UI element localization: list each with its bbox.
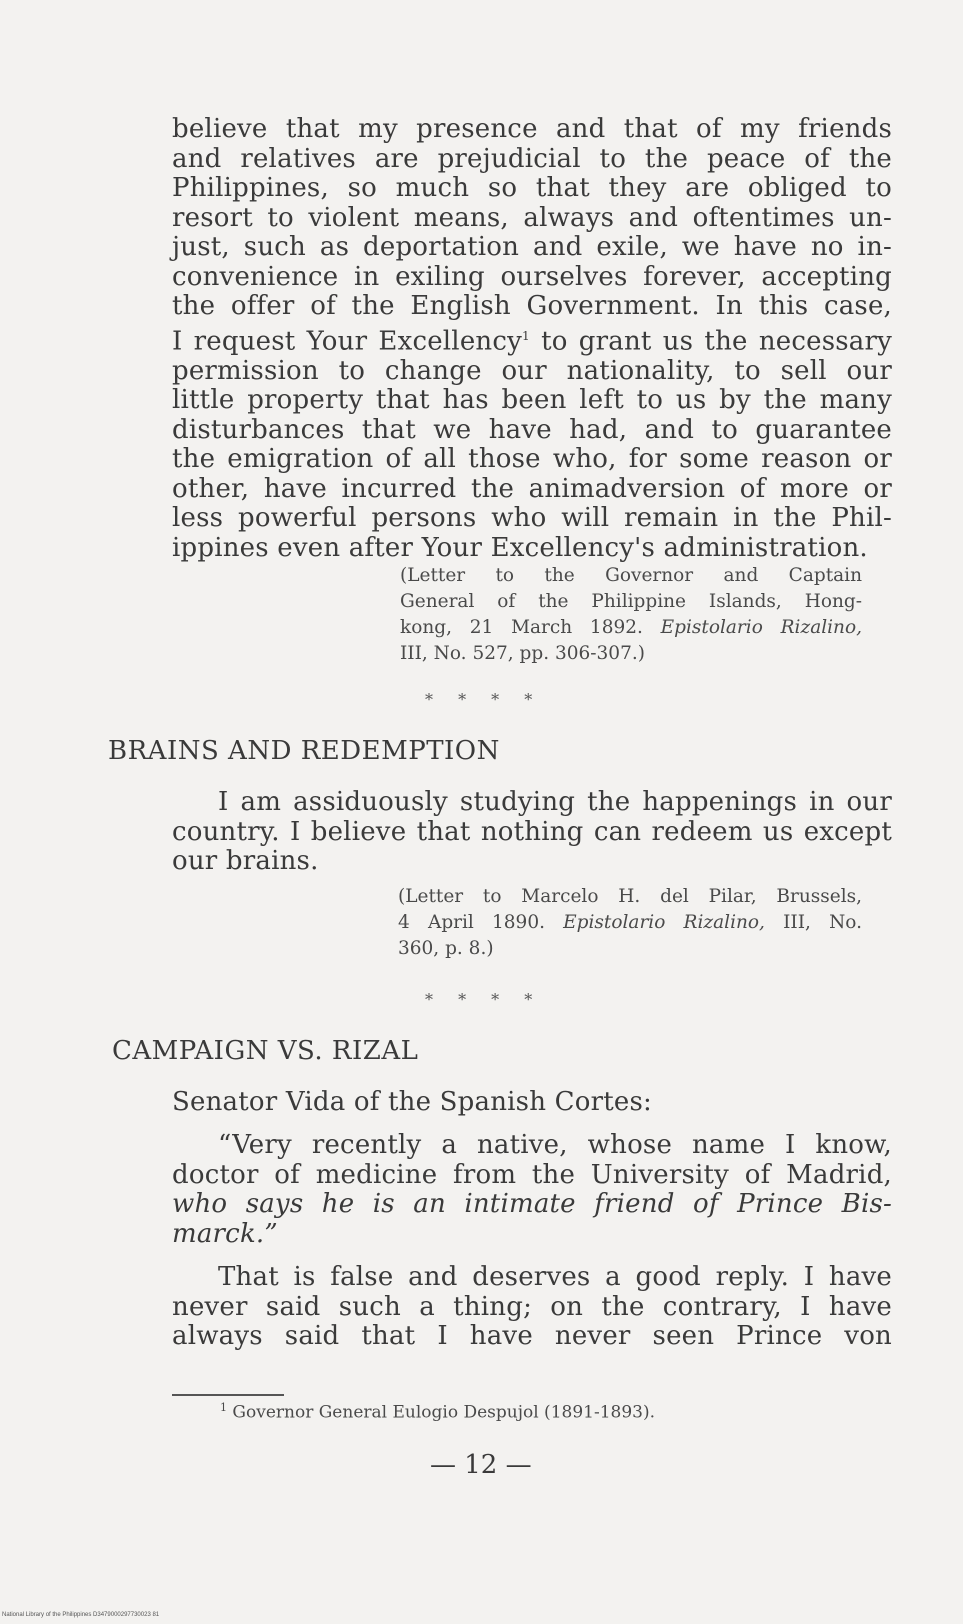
citation-fragment: III, No. xyxy=(764,912,862,933)
section-heading: CAMPAIGN VS. RIZAL xyxy=(112,1036,419,1066)
text-line: convenience in exiling ourselves forever, accepting xyxy=(172,261,892,292)
text-line: Philippines, so much so that they are obliged to xyxy=(172,173,892,203)
section-separator: * * * * xyxy=(425,990,543,1009)
text-line: other, have incurred the animadversion of more or xyxy=(172,473,892,504)
text-line: never said such a thing; on the contrary, I have xyxy=(172,1291,892,1322)
text-line: and relatives are prejudicial to the peace of the xyxy=(172,143,892,174)
text-line: always said that I have never seen Prince von xyxy=(172,1321,892,1351)
citation-line: 360, p. 8.) xyxy=(398,938,494,959)
citation-line: III, No. 527, pp. 306-307.) xyxy=(400,643,645,664)
footnote-text: Governor General Eulogio Despujol (1891-1893). xyxy=(232,1402,655,1423)
text-fragment: I request Your Excellency xyxy=(172,326,523,357)
footnote xyxy=(220,1401,655,1423)
text-line: disturbances that we have had, and to guarantee xyxy=(172,414,892,445)
citation xyxy=(398,884,862,962)
citation-fragment: 4 April 1890. xyxy=(398,912,564,933)
citation xyxy=(400,563,862,667)
text-line: ippines even after Your Excellency's administration. xyxy=(172,532,868,563)
citation-fragment: kong, 21 March 1892. xyxy=(400,617,661,638)
text-line: less powerful persons who will remain in the Phil- xyxy=(172,503,892,534)
text-line: permission to change our nationality, to sell our xyxy=(172,355,892,386)
text-line xyxy=(172,322,892,357)
text-line: Senator Vida of the Spanish Cortes: xyxy=(172,1087,652,1117)
paragraph-continuation xyxy=(172,115,892,563)
citation-title: Epistolario Rizalino, xyxy=(660,617,862,638)
text-line: “Very recently a native, whose name I know, xyxy=(218,1130,892,1160)
text-line: the emigration of all those who, for some reason or xyxy=(172,444,892,475)
text-line: who says he is an intimate friend of Prince Bis- xyxy=(172,1189,892,1219)
text-line: the offer of the English Government. In this case, xyxy=(172,291,892,321)
text-line: That is false and deserves a good reply. I have xyxy=(218,1262,892,1292)
section-heading: BRAINS AND REDEMPTION xyxy=(108,736,500,766)
text-line: I am assiduously studying the happenings in our xyxy=(218,787,892,817)
citation-line: (Letter to the Governor and Captain xyxy=(400,565,862,586)
citation-line: (Letter to Marcelo H. del Pilar, Brussels, xyxy=(398,886,862,907)
text-line: our brains. xyxy=(172,846,319,876)
citation-line: General of the Philippine Islands, Hong- xyxy=(400,591,862,612)
text-line: believe that my presence and that of my friends xyxy=(172,114,892,144)
text-line: just, such as deportation and exile, we have no in- xyxy=(172,232,892,262)
quotation xyxy=(172,1131,892,1249)
footnote-marker: 1 xyxy=(220,1401,227,1414)
citation-title: Epistolario Rizalino, xyxy=(563,912,765,933)
footnote-rule xyxy=(172,1394,284,1396)
section-separator: * * * * xyxy=(425,690,543,709)
paragraph xyxy=(172,1263,892,1352)
text-fragment: to grant us the necessary xyxy=(529,326,893,357)
text-line: doctor of medicine from the University of Madrid, xyxy=(172,1159,892,1190)
text-line: country. I believe that nothing can redeem us except xyxy=(172,816,892,847)
text-line: little property that has been left to us by the many xyxy=(172,385,892,416)
page-number: — 12 — xyxy=(430,1450,532,1480)
speaker-line xyxy=(172,1088,892,1118)
footnote-reference: 1 xyxy=(522,328,530,343)
text-line: resort to violent means, always and oftentimes un- xyxy=(172,202,892,233)
paragraph xyxy=(172,788,892,877)
citation-line xyxy=(398,910,862,936)
scan-label: National Library of the Philippines D3479000297730023 81 xyxy=(2,1612,160,1618)
citation-line xyxy=(400,615,862,641)
text-line: marck.” xyxy=(172,1218,278,1249)
